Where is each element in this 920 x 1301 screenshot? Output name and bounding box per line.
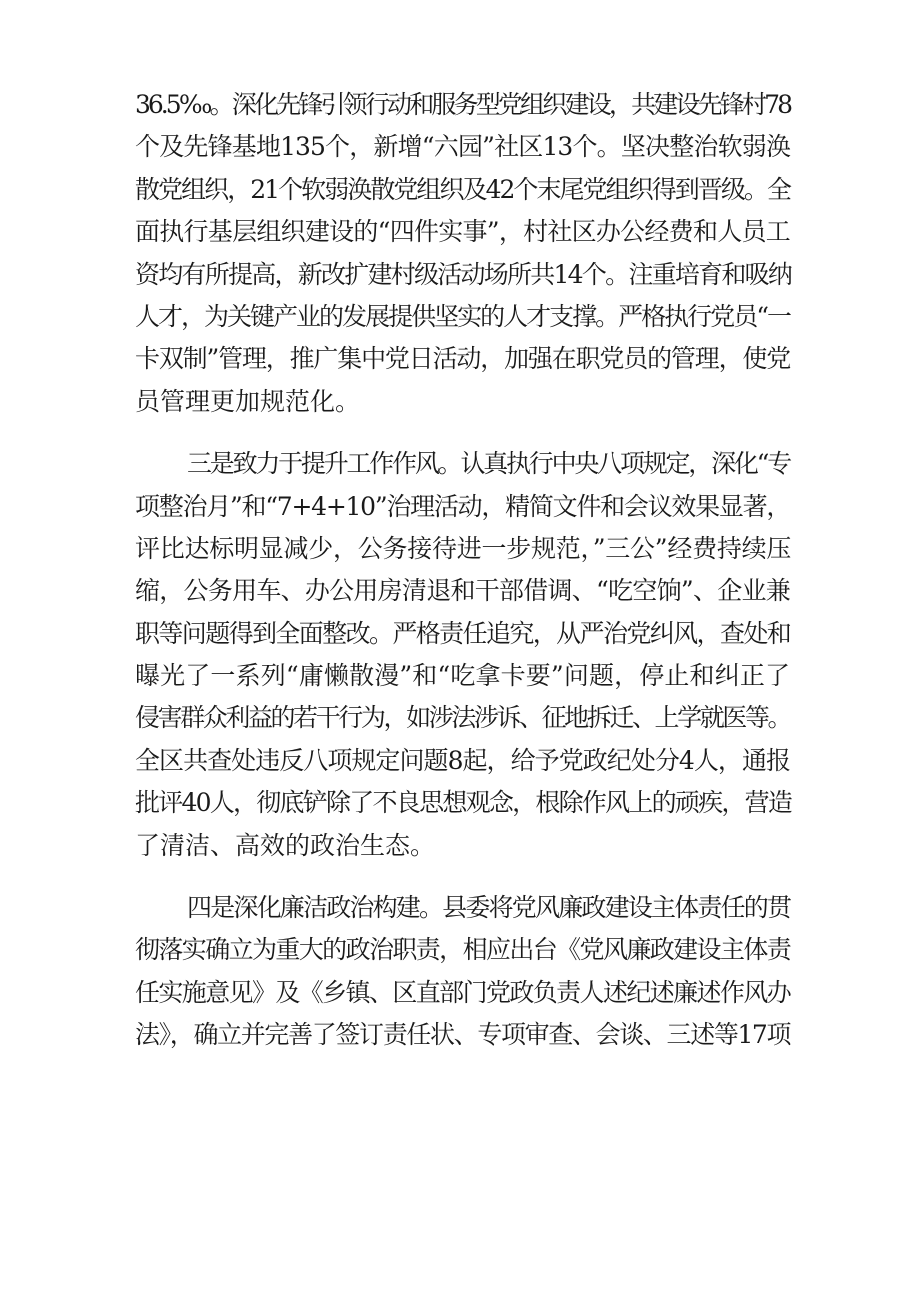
paragraph-spacer bbox=[135, 867, 790, 887]
text-line: 彻落实确立为重大的政治职责，相应出台《党风廉政建设主体责 bbox=[135, 935, 790, 965]
paragraph-spacer bbox=[135, 423, 790, 443]
text-line: 侵害群众利益的若干行为，如涉法涉诉、征地拆迁、上学就医等。 bbox=[135, 703, 790, 733]
text-line: 缩，公务用车、办公用房清退和干部借调、“吃空饷”、企业兼 bbox=[135, 576, 790, 606]
text-line: 职等问题得到全面整改。严格责任追究，从严治党纠风，查处和 bbox=[135, 618, 790, 648]
text-line: 散党组织，21个软弱涣散党组织及42个末尾党组织得到晋级。全 bbox=[135, 174, 790, 204]
text-line: 曝光了一系列“庸懒散漫”和“吃拿卡要”问题，停止和纠正了 bbox=[135, 661, 790, 691]
text-line: 任实施意见》及《乡镇、区直部门党政负责人述纪述廉述作风办 bbox=[135, 977, 790, 1007]
text-line: 资均有所提高，新改扩建村级活动场所共14个。注重培育和吸纳 bbox=[135, 259, 792, 289]
text-line: 了清洁、高效的政治生态。 bbox=[135, 830, 436, 860]
text-line: 项整治月”和“7+4+10”治理活动，精简文件和会议效果显著， bbox=[135, 491, 791, 521]
text-line: 36.5‰。深化先锋引领行动和服务型党组织建设，共建设先锋村78 bbox=[135, 90, 790, 119]
text-line: 法》，确立并完善了签订责任状、专项审查、会谈、三述等17项 bbox=[135, 1020, 790, 1050]
text-line: 个及先锋基地135个，新增“六园”社区13个。坚决整治软弱涣 bbox=[135, 132, 790, 162]
text-line: 全区共查处违反八项规定问题8起，给予党政纪处分4人，通报 bbox=[135, 745, 790, 775]
text-line: 评比达标明显减少，公务接待进一步规范，”三公”经费持续压 bbox=[135, 533, 792, 563]
paragraph-work-style bbox=[135, 443, 790, 867]
text-line: 批评40人，彻底铲除了不良思想观念，根除作风上的顽疾，营造 bbox=[135, 788, 792, 818]
text-line: 面执行基层组织建设的“四件实事”，村社区办公经费和人员工 bbox=[135, 217, 790, 247]
text-line: 三是致力于提升工作作风。认真执行中央八项规定，深化“专 bbox=[187, 449, 790, 479]
text-line: 卡双制”管理，推广集中党日活动，加强在职党员的管理，使党 bbox=[135, 344, 790, 374]
paragraph-organization-building bbox=[135, 84, 790, 423]
document-body bbox=[135, 84, 790, 1057]
paragraph-clean-politics bbox=[135, 887, 790, 1057]
text-line: 员管理更加规范化。 bbox=[135, 386, 361, 416]
text-line: 四是深化廉洁政治构建。县委将党风廉政建设主体责任的贯 bbox=[187, 893, 790, 923]
text-line: 人才，为关键产业的发展提供坚实的人才支撑。严格执行党员“一 bbox=[135, 301, 790, 331]
